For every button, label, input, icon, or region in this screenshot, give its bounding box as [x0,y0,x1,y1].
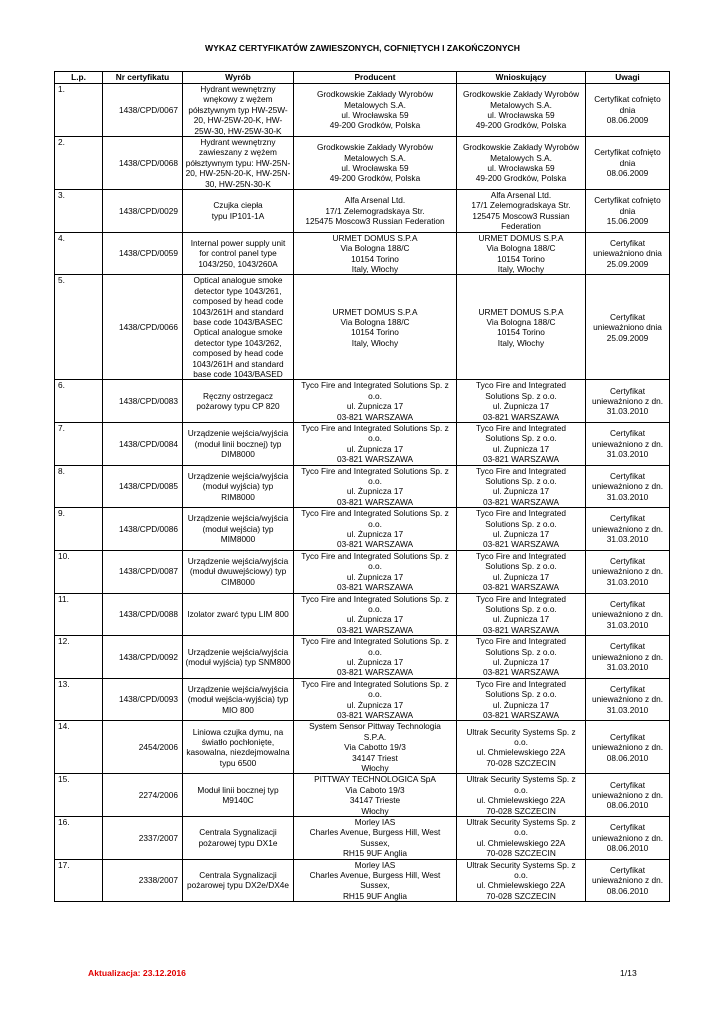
cell-wyrob: Hydrant wewnętrzny wnękowy z wężem półsztywnym typ HW-25W- 20, HW-25W-20-K, HW- 25W-30, HW-25W-30-K [183,84,294,137]
cell-uwagi: Certyfikat unieważniono z dn. 08.06.2010 [586,721,670,774]
cell-producent: Tyco Fire and Integrated Solutions Sp. z o.o. ul. Żupnicza 17 03-821 WARSZAWA [294,465,457,508]
table-row [55,190,670,233]
cell-wnioskujacy: Ultrak Security Systems Sp. z o.o. ul. Chmielewskiego 22A 70-028 SZCZECIN [457,774,586,817]
page-number: 1/13 [620,968,637,978]
cell-producent: URMET DOMUS S.P.A Via Bologna 188/C 10154 Torino Italy, Włochy [294,275,457,380]
cell-uwagi: Certyfikat unieważniono z dn. 31.03.2010 [586,593,670,636]
cell-producent: PITTWAY TECHNOLOGICA SpA Via Caboto 19/3 34147 Trieste Włochy [294,774,457,817]
cell-wnioskujacy: Tyco Fire and Integrated Solutions Sp. z o.o. ul. Żupnicza 17 03-821 WARSZAWA [457,465,586,508]
cell-wnioskujacy: URMET DOMUS S.P.A Via Bologna 188/C 10154 Torino Italy, Włochy [457,275,586,380]
cell-wyrob: Ręczny ostrzegacz pożarowy typu CP 820 [183,380,294,423]
header-producent: Producent [294,72,457,84]
cell-producent: Morley IAS Charles Avenue, Burgess Hill, West Sussex, RH15 9UF Anglia [294,817,457,860]
cell-wyrob: Izolator zwarć typu LIM 800 [183,593,294,636]
cell-wnioskujacy: Ultrak Security Systems Sp. z o.o. ul. Chmielewskiego 22A 70-028 SZCZECIN [457,859,586,902]
header-uwagi: Uwagi [586,72,670,84]
cell-uwagi: Certyfikat cofnięto dnia 15.06.2009 [586,190,670,233]
cell-nr-certyfikatu: 1438/CPD/0083 [103,380,183,423]
cell-lp: 6. [55,380,103,423]
cell-wnioskujacy: Grodkowskie Zakłady Wyrobów Metalowych S.A. ul. Wrocławska 59 49-200 Grodków, Polska [457,84,586,137]
cell-lp: 12. [55,636,103,679]
cell-producent: Morley IAS Charles Avenue, Burgess Hill, West Sussex, RH15 9UF Anglia [294,859,457,902]
cell-wnioskujacy: Alfa Arsenal Ltd. 17/1 Zelemogradskaya Str. 125475 Moscow3 Russian Federation [457,190,586,233]
cell-uwagi: Certyfikat unieważniono z dn. 31.03.2010 [586,380,670,423]
cell-nr-certyfikatu: 2338/2007 [103,859,183,902]
cell-lp: 8. [55,465,103,508]
cell-producent: Tyco Fire and Integrated Solutions Sp. z o.o. ul. Żupnicza 17 03-821 WARSZAWA [294,678,457,721]
cell-uwagi: Certyfikat cofnięto dnia 08.06.2009 [586,84,670,137]
cell-nr-certyfikatu: 1438/CPD/0086 [103,508,183,551]
cell-producent: Tyco Fire and Integrated Solutions Sp. z o.o. ul. Żupnicza 17 03-821 WARSZAWA [294,550,457,593]
page-title: WYKAZ CERTYFIKATÓW ZAWIESZONYCH, COFNIĘTYCH I ZAKOŃCZONYCH [205,43,520,53]
cell-wnioskujacy: Tyco Fire and Integrated Solutions Sp. z o.o. ul. Żupnicza 17 03-821 WARSZAWA [457,423,586,466]
cell-wnioskujacy: Ultrak Security Systems Sp. z o.o. ul. Chmielewskiego 22A 70-028 SZCZECIN [457,721,586,774]
certificates-table [54,71,670,902]
cell-lp: 14. [55,721,103,774]
table-row [55,84,670,137]
cell-lp: 4. [55,232,103,275]
table-row [55,508,670,551]
cell-producent: Alfa Arsenal Ltd. 17/1 Zelemogradskaya Str. 125475 Moscow3 Russian Federation [294,190,457,233]
cell-wyrob: Czujka ciepła typu IP101-1A [183,190,294,233]
cell-uwagi: Certyfikat unieważniono z dn. 31.03.2010 [586,636,670,679]
cell-producent: Grodkowskie Zakłady Wyrobów Metalowych S.A. ul. Wrocławska 59 49-200 Grodków, Polska [294,137,457,190]
cell-producent: Tyco Fire and Integrated Solutions Sp. z o.o. ul. Żupnicza 17 03-821 WARSZAWA [294,636,457,679]
cell-lp: 7. [55,423,103,466]
cell-uwagi: Certyfikat unieważniono z dn. 31.03.2010 [586,550,670,593]
table-row [55,550,670,593]
cell-nr-certyfikatu: 1438/CPD/0059 [103,232,183,275]
cell-uwagi: Certyfikat unieważniono dnia 25.09.2009 [586,232,670,275]
cell-uwagi: Certyfikat unieważniono z dn. 31.03.2010 [586,465,670,508]
cell-lp: 3. [55,190,103,233]
cell-wnioskujacy: Ultrak Security Systems Sp. z o.o. ul. Chmielewskiego 22A 70-028 SZCZECIN [457,817,586,860]
cell-producent: System Sensor Pittway Technologia S.P.A. Via Cabotto 19/3 34147 Triest Włochy [294,721,457,774]
cell-nr-certyfikatu: 1438/CPD/0087 [103,550,183,593]
cell-wyrob: Liniowa czujka dymu, na światło pochłonięte, kasowalna, niezdejmowalna typu 6500 [183,721,294,774]
header-wyrob: Wyrób [183,72,294,84]
cell-uwagi: Certyfikat unieważniono z dn. 31.03.2010 [586,423,670,466]
table-row [55,859,670,902]
cell-nr-certyfikatu: 1438/CPD/0068 [103,137,183,190]
cell-uwagi: Certyfikat unieważniono z dn. 08.06.2010 [586,774,670,817]
cell-wnioskujacy: Tyco Fire and Integrated Solutions Sp. z o.o. ul. Żupnicza 17 03-821 WARSZAWA [457,550,586,593]
table-row [55,721,670,774]
cell-nr-certyfikatu: 2454/2006 [103,721,183,774]
table-row [55,593,670,636]
cell-wyrob: Optical analogue smoke detector type 1043/261, composed by head code 1043/261H and standard base code 1043/BASEC Optical analogue smoke detector type 1043/262, composed by head code 1043/261H and standard base code 1043/BASED [183,275,294,380]
cell-wnioskujacy: Tyco Fire and Integrated Solutions Sp. z o.o. ul. Żupnicza 17 03-821 WARSZAWA [457,678,586,721]
table-row [55,817,670,860]
cell-wnioskujacy: Tyco Fire and Integrated Solutions Sp. z o.o. ul. Żupnicza 17 03-821 WARSZAWA [457,508,586,551]
cell-uwagi: Certyfikat cofnięto dnia 08.06.2009 [586,137,670,190]
cell-nr-certyfikatu: 1438/CPD/0084 [103,423,183,466]
cell-nr-certyfikatu: 1438/CPD/0066 [103,275,183,380]
cell-nr-certyfikatu: 1438/CPD/0085 [103,465,183,508]
header-wnioskujacy: Wnioskujący [457,72,586,84]
cell-lp: 2. [55,137,103,190]
cell-nr-certyfikatu: 1438/CPD/0092 [103,636,183,679]
table-row [55,678,670,721]
cell-lp: 13. [55,678,103,721]
cell-wnioskujacy: Tyco Fire and Integrated Solutions Sp. z o.o. ul. Żupnicza 17 03-821 WARSZAWA [457,380,586,423]
cell-wyrob: Hydrant wewnętrzny zawieszany z wężem półsztywnym typu: HW-25N- 20, HW-25N-20-K, HW-25N- 30, HW-25N-30-K [183,137,294,190]
cell-wyrob: Centrala Sygnalizacji pożarowej typu DX2e/DX4e [183,859,294,902]
table-row [55,137,670,190]
cell-lp: 9. [55,508,103,551]
cell-producent: Tyco Fire and Integrated Solutions Sp. z o.o. ul. Żupnicza 17 03-821 WARSZAWA [294,593,457,636]
cell-wyrob: Urządzenie wejścia/wyjścia (moduł wyjścia) typ SNM800 [183,636,294,679]
cell-uwagi: Certyfikat unieważniono z dn. 08.06.2010 [586,817,670,860]
header-nr-certyfikatu: Nr certyfikatu [103,72,183,84]
cell-wnioskujacy: Tyco Fire and Integrated Solutions Sp. z o.o. ul. Żupnicza 17 03-821 WARSZAWA [457,636,586,679]
cell-nr-certyfikatu: 2274/2006 [103,774,183,817]
cell-lp: 17. [55,859,103,902]
table-row [55,380,670,423]
cell-lp: 15. [55,774,103,817]
cell-lp: 16. [55,817,103,860]
cell-uwagi: Certyfikat unieważniono dnia 25.09.2009 [586,275,670,380]
cell-wnioskujacy: URMET DOMUS S.P.A Via Bologna 188/C 10154 Torino Italy, Włochy [457,232,586,275]
cell-wyrob: Urządzenie wejścia/wyjścia (moduł wejścia) typ MIM8000 [183,508,294,551]
cell-lp: 1. [55,84,103,137]
table-row [55,232,670,275]
cell-producent: Grodkowskie Zakłady Wyrobów Metalowych S.A. ul. Wrocławska 59 49-200 Grodków, Polska [294,84,457,137]
cell-nr-certyfikatu: 1438/CPD/0093 [103,678,183,721]
table-header-row [55,72,670,84]
cell-wyrob: Internal power supply unit for control panel type 1043/250, 1043/260A [183,232,294,275]
cell-wyrob: Urządzenie wejścia/wyjścia (moduł linii bocznej) typ DIM8000 [183,423,294,466]
table-row [55,636,670,679]
cell-nr-certyfikatu: 1438/CPD/0029 [103,190,183,233]
cell-uwagi: Certyfikat unieważniono z dn. 08.06.2010 [586,859,670,902]
cell-uwagi: Certyfikat unieważniono z dn. 31.03.2010 [586,508,670,551]
header-lp: L.p. [55,72,103,84]
cell-wyrob: Urządzenie wejścia/wyjścia (moduł dwuwejściowy) typ CIM8000 [183,550,294,593]
cell-wyrob: Moduł linii bocznej typ M9140C [183,774,294,817]
cell-wnioskujacy: Tyco Fire and Integrated Solutions Sp. z o.o. ul. Żupnicza 17 03-821 WARSZAWA [457,593,586,636]
cell-nr-certyfikatu: 1438/CPD/0088 [103,593,183,636]
cell-producent: Tyco Fire and Integrated Solutions Sp. z o.o. ul. Żupnicza 17 03-821 WARSZAWA [294,508,457,551]
table-row [55,465,670,508]
table-row [55,423,670,466]
cell-wyrob: Centrala Sygnalizacji pożarowej typu DX1e [183,817,294,860]
cell-producent: Tyco Fire and Integrated Solutions Sp. z o.o. ul. Żupnicza 17 03-821 WARSZAWA [294,380,457,423]
update-date: Aktualizacja: 23.12.2016 [88,968,186,978]
cell-wyrob: Urządzenie wejścia/wyjścia (moduł wejścia-wyjścia) typ MIO 800 [183,678,294,721]
cell-uwagi: Certyfikat unieważniono z dn. 31.03.2010 [586,678,670,721]
cell-lp: 5. [55,275,103,380]
cell-nr-certyfikatu: 1438/CPD/0067 [103,84,183,137]
cell-wnioskujacy: Grodkowskie Zakłady Wyrobów Metalowych S.A. ul. Wrocławska 59 49-200 Grodków, Polska [457,137,586,190]
cell-lp: 10. [55,550,103,593]
table-row [55,275,670,380]
cell-nr-certyfikatu: 2337/2007 [103,817,183,860]
cell-producent: URMET DOMUS S.P.A Via Bologna 188/C 10154 Torino Italy, Włochy [294,232,457,275]
cell-producent: Tyco Fire and Integrated Solutions Sp. z o.o. ul. Żupnicza 17 03-821 WARSZAWA [294,423,457,466]
cell-wyrob: Urządzenie wejścia/wyjścia (moduł wyjścia) typ RIM8000 [183,465,294,508]
table-row [55,774,670,817]
cell-lp: 11. [55,593,103,636]
